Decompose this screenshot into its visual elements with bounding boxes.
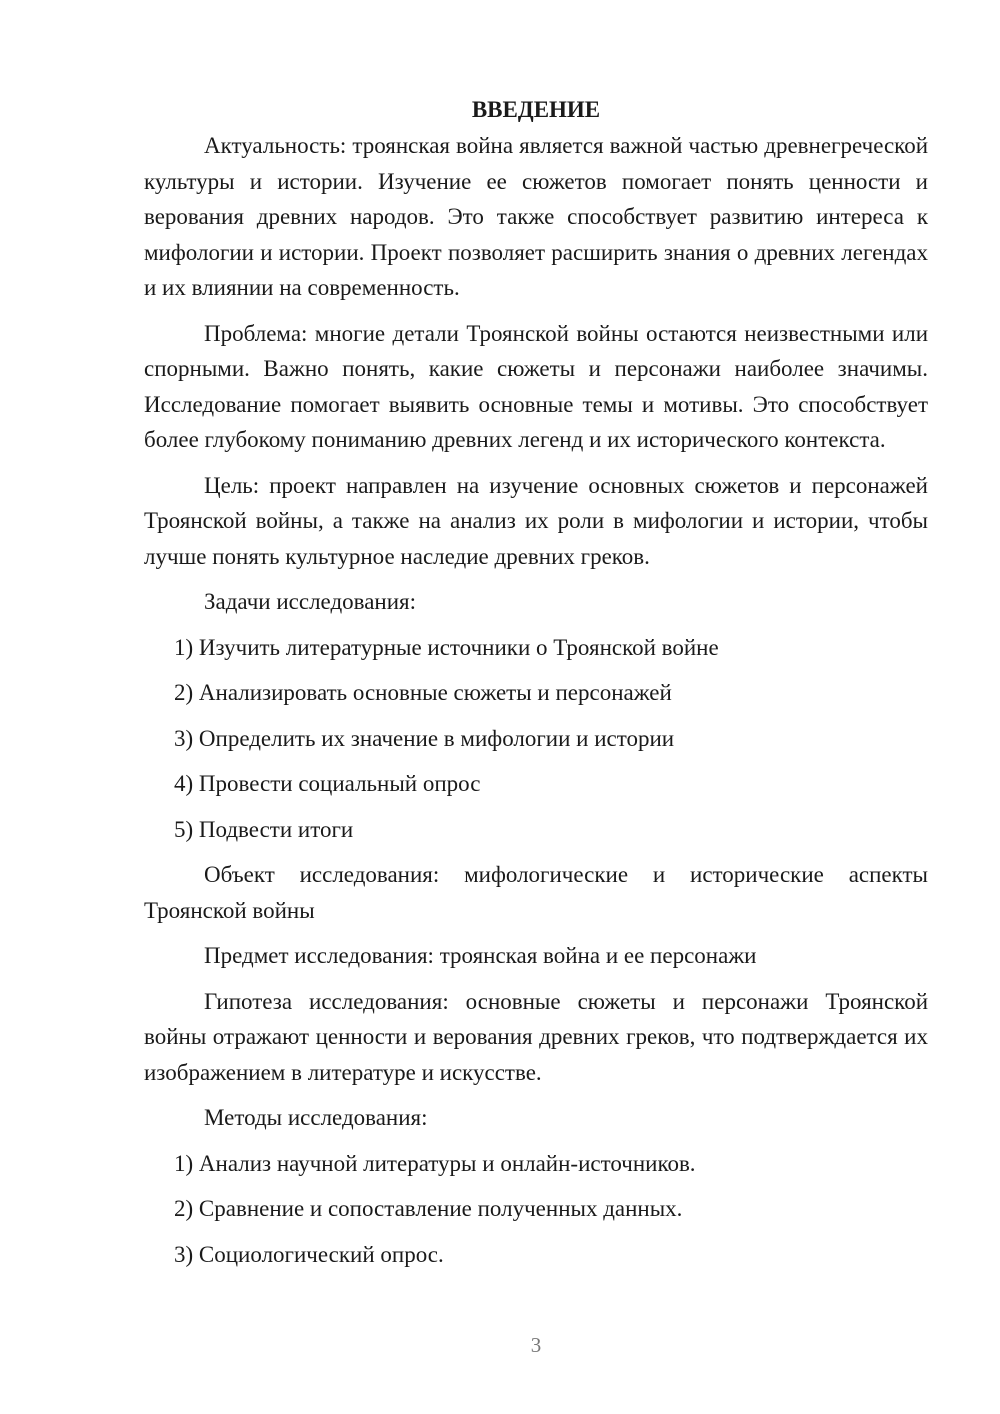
problem-paragraph: Проблема: многие детали Троянской войны остаются неизвестными или спорными. Важно понять, какие сюжеты и персонажи наиболее значимы. Исследование помогает выявить основные темы и мотивы. Это способствует более глубокому пониманию древних легенд и их исторического контекста. bbox=[144, 320, 928, 452]
section-title: ВВЕДЕНИЕ bbox=[471, 97, 601, 122]
task-item: 1) Изучить литературные источники о Троянской войне bbox=[174, 634, 719, 660]
object-paragraph: Объект исследования: мифологические и исторические аспекты Троянской войны bbox=[144, 862, 928, 923]
method-item: 2) Сравнение и сопоставление полученных данных. bbox=[174, 1196, 683, 1221]
method-item: 3) Социологический опрос. bbox=[174, 1241, 444, 1267]
hypothesis-paragraph: Гипотеза исследования: основные сюжеты и персонажи Троянской войны отражают ценности и верования древних греков, что подтверждается их изображением в литературе и искусстве. bbox=[144, 988, 928, 1085]
document-page bbox=[144, 92, 928, 1282]
task-item: 2) Анализировать основные сюжеты и персонажей bbox=[174, 680, 672, 705]
methods-list bbox=[144, 1146, 928, 1273]
tasks-list bbox=[144, 630, 928, 848]
method-item: 1) Анализ научной литературы и онлайн-источников. bbox=[174, 1150, 696, 1176]
tasks-heading: Задачи исследования: bbox=[204, 589, 417, 614]
subject-paragraph: Предмет исследования: троянская война и ее персонажи bbox=[204, 943, 757, 968]
methods-heading: Методы исследования: bbox=[204, 1105, 428, 1130]
page-number: 3 bbox=[530, 1333, 542, 1357]
relevance-paragraph: Актуальность: троянская война является важной частью древнегреческой культуры и истории. Изучение ее сюжетов помогает понять ценности и верования древних народов. Это также способствует развитию интереса к мифологии и истории. Проект позволяет расширить знания о древних легендах и их влиянии на современность. bbox=[144, 133, 928, 300]
task-item: 5) Подвести итоги bbox=[174, 816, 354, 842]
task-item: 4) Провести социальный опрос bbox=[174, 771, 481, 796]
goal-paragraph: Цель: проект направлен на изучение основных сюжетов и персонажей Троянской войны, а также на анализ их роли в мифологии и истории, чтобы лучше понять культурное наследие древних греков. bbox=[144, 472, 928, 569]
task-item: 3) Определить их значение в мифологии и истории bbox=[174, 725, 675, 751]
